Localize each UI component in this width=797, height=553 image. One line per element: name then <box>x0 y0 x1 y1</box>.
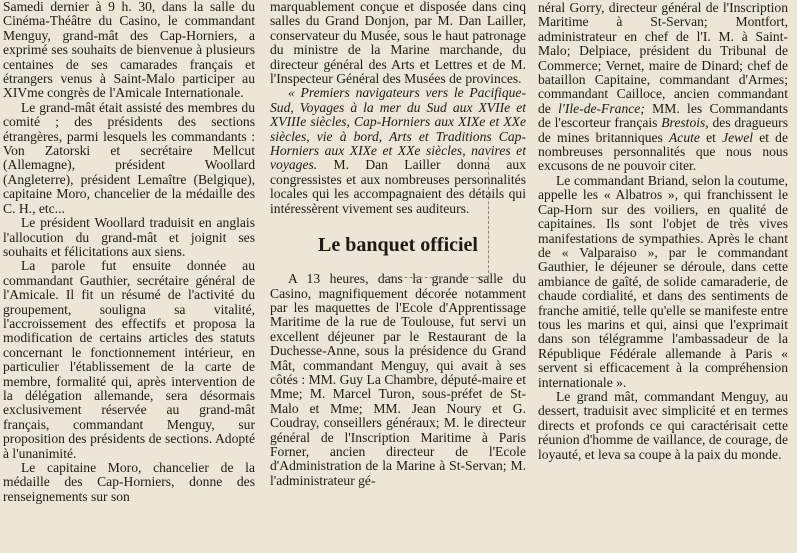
guests-paragraph <box>538 1 788 174</box>
attendees-paragraph: Le grand-mât était assisté des membres du comité ; des présidents des sections étrangères, parmi lesquels les commandants : Von Zatorski et secrétaire Mellcut (Allemagne), président Woollard (Angleterre), président Lemaître (Belgique), capitaine Moro, chancelier de la médaille des C. H., etc... <box>3 99 255 216</box>
banquet-paragraph: A 13 heures, dans la grande salle du Casino, magnifiquement décorée notamment par les maquettes de l'Ecole d'Apprentissage Maritime de la rue de Toulouse, fut servi un excellent déjeuner par le Restaurant de la Duchesse-Anne, sous la présidence du Grand Mât, commandant Menguy, qui avait à ses côtés : MM. Guy La Chambre, député-maire et Mme; M. Marcel Turon, sous-préfet de St-Malo et Mme; MM. Jean Noury et G. Coudray, conseillers généraux; M. le directeur général de l'Inscription Maritime à Paris Forner, ancien directeur de l'Ecole d'Administration de la Marine à St-Servan; M. l'administrateur gé- <box>270 271 526 488</box>
guests-text-d: et <box>699 129 723 145</box>
translation-paragraph: Le président Woollard traduisit en anglais l'allocution du grand-mât et joignit ses souhaits et félicitations aux siens. <box>3 215 255 259</box>
exhibition-visit-text: M. Dan Lailler donna aux congressistes et aux nombreuses personnalités locales qui les accompagnaient des détails qui intéressèrent vivement ses auditeurs. <box>270 157 526 216</box>
exhibition-sections-title: « Premiers navigateurs vers le Pacifique-Sud, Voyages à la mer du Sud aux XVIIe et XVIIIe siècles, Cap-Horniers aux XIXe et XXe siècles, vie à bord, Arts et Traditions Cap-Horniers aux XIXe et XXe siècles, navires et voyages. <box>270 85 526 173</box>
ship-name-acute: Acute <box>668 129 700 145</box>
article-column-3 <box>538 1 788 462</box>
guests-text-a: néral Gorry, directeur général de l'Inscription Maritime à St-Servan; Montfort, administrateur en chef de l'I. M. à Saint-Malo; Delpiace, président du Tribunal de Commerce; Vernet, maire de Dinard; chef de bataillon Capitaine, commandant d'Armes; commandant Cailloce, ancien commandant de <box>538 0 788 116</box>
guests-text-b: MM. les Commandants de l'escorteur français <box>538 100 789 131</box>
section-headline: Le banquet officiel <box>318 234 478 257</box>
guests-text-c: des dragueurs de mines britanniques <box>538 115 788 145</box>
article-column-1 <box>3 0 255 504</box>
clipping-fold-mark <box>384 157 489 278</box>
ship-name-ile-de-france: l'Ile-de-France; <box>558 100 645 116</box>
ship-name-brestois: Brestois, <box>661 115 709 131</box>
albatros-paragraph: Le commandant Briand, selon la coutume, appelle les « Albatros », qui franchissent le Cap-Horn sur des voiliers, en qualité de capitaines. Ils sont l'objet de très vives manifestations de sympathies. Après le chant de « Valparaiso », par le commandant Gauthier, le déjeuner se déroule, dans cette ambiance de gaîté, de solide camaraderie, de chaude cordialité, et dans des sentiments de franche amitié, telle qu'elle se manifeste entre tous les marins et qui, ainsi que l'exprimait dans son télégramme l'ambassadeur de la République Fédérale allemande à Paris « servent si efficacement à la compréhension internationale ». <box>538 172 788 390</box>
secretary-report-paragraph: La parole fut ensuite donnée au commandant Gauthier, secrétaire général de l'Amicale. Il fit un résumé de l'activité du groupement, souligna sa vitalité, l'accroissement des effectifs et proposa la modification de certains articles des statuts concernant le fonctionnement intérieur, en particulier l'établissement de la carte de membre, formalité qui, après intervention de la délégation allemande, sera désormais exclusivement réservée au grand-mât français, commandant Menguy, sur proposition des présidents de sections. Adopté à l'unanimité. <box>3 258 255 461</box>
guests-text-e: et de nombreuses personnalités que nous nous excusons de ne pouvoir citer. <box>538 129 788 174</box>
opening-paragraph: Samedi dernier à 9 h. 30, dans la salle du Cinéma-Théâtre du Casino, le commandant Menguy, grand-mât des Cap-Horniers, a exprimé ses souhaits de bienvenue à plusieurs centaines de ses camarades français et étrangers venus à Saint-Malo participer au XIVme congrès de l'Amicale Internationale. <box>3 0 255 101</box>
medal-paragraph: Le capitaine Moro, chancelier de la médaille des Cap-Horniers, donne des renseignements sur son <box>3 460 255 504</box>
ship-name-jewel: Jewel <box>722 129 754 145</box>
toast-paragraph: Le grand mât, commandant Menguy, au dessert, traduisit avec simplicité et en termes directs et profonds ce qui caractérisait cette réunion d'homme de vaillance, de courage, de loyauté, et leva sa coupe à la paix du monde. <box>538 388 788 462</box>
exhibition-paragraph: marquablement conçue et disposée dans cinq salles du Grand Donjon, par M. Dan Lailler, conservateur du Musée, sous le haut patronage du ministre de la Marine marchande, du directeur général des Arts et Lettres et de M. l'Inspecteur Général des Musées de provinces. <box>270 0 526 87</box>
